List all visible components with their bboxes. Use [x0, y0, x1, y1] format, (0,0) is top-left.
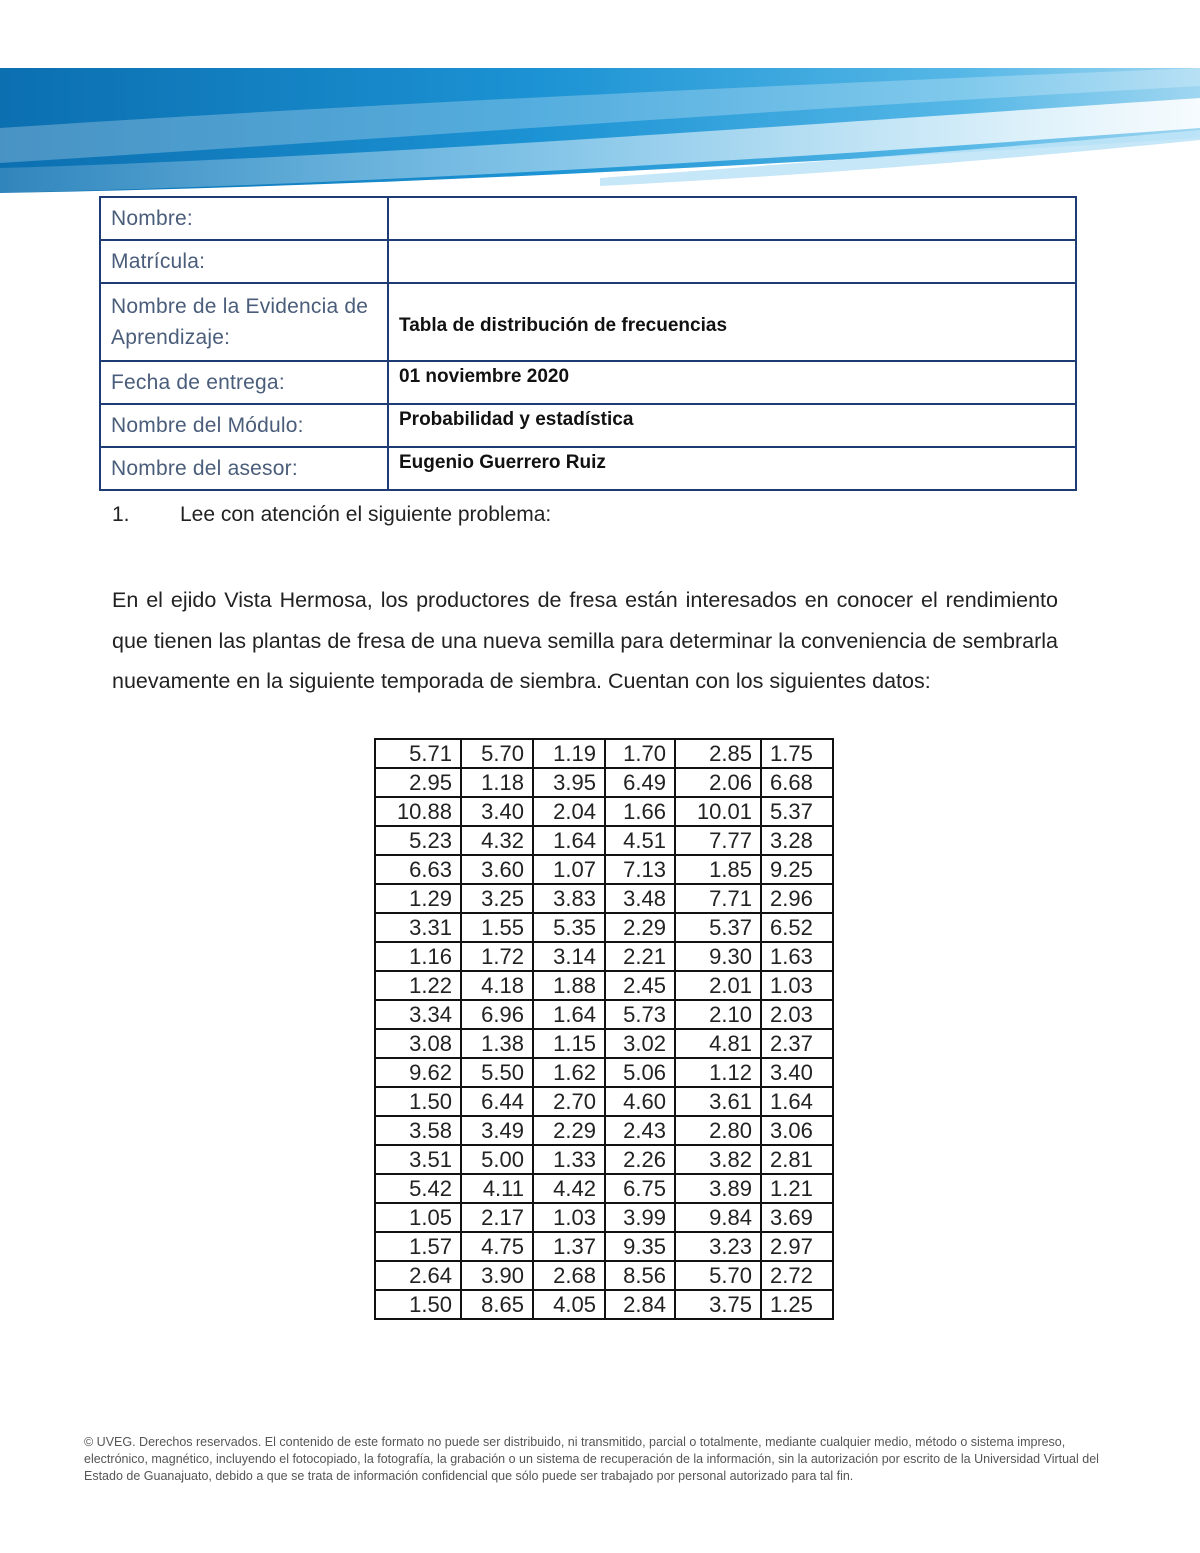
- table-cell: 4.75: [461, 1232, 533, 1261]
- table-cell: 3.90: [461, 1261, 533, 1290]
- table-cell: 1.03: [761, 971, 833, 1000]
- table-cell: 2.84: [605, 1290, 675, 1319]
- table-cell: 1.03: [533, 1203, 605, 1232]
- question-text: Lee con atención el siguiente problema:: [180, 503, 552, 526]
- data-table-body: [375, 739, 833, 1319]
- table-cell: 1.70: [605, 739, 675, 768]
- info-label: Nombre:: [100, 197, 388, 240]
- table-cell: 9.35: [605, 1232, 675, 1261]
- table-cell: 4.05: [533, 1290, 605, 1319]
- info-label: Matrícula:: [100, 240, 388, 283]
- table-cell: 2.45: [605, 971, 675, 1000]
- table-cell: 2.06: [675, 768, 761, 797]
- table-cell: 3.51: [375, 1145, 461, 1174]
- info-value: Probabilidad y estadística: [388, 404, 1076, 447]
- table-cell: 3.89: [675, 1174, 761, 1203]
- table-row: [375, 826, 833, 855]
- table-cell: 5.50: [461, 1058, 533, 1087]
- table-cell: 1.55: [461, 913, 533, 942]
- table-cell: 3.95: [533, 768, 605, 797]
- table-cell: 2.29: [605, 913, 675, 942]
- table-cell: 6.44: [461, 1087, 533, 1116]
- table-cell: 2.81: [761, 1145, 833, 1174]
- table-cell: 1.15: [533, 1029, 605, 1058]
- table-cell: 4.18: [461, 971, 533, 1000]
- table-cell: 1.63: [761, 942, 833, 971]
- table-cell: 1.16: [375, 942, 461, 971]
- table-cell: 6.96: [461, 1000, 533, 1029]
- table-cell: 5.23: [375, 826, 461, 855]
- info-label: Nombre de la Evidencia de Aprendizaje:: [100, 283, 388, 361]
- table-row: [375, 1029, 833, 1058]
- table-row: [375, 1087, 833, 1116]
- info-value: [388, 197, 1076, 240]
- table-row: [375, 942, 833, 971]
- table-cell: 2.85: [675, 739, 761, 768]
- table-cell: 2.64: [375, 1261, 461, 1290]
- table-cell: 3.08: [375, 1029, 461, 1058]
- table-cell: 1.72: [461, 942, 533, 971]
- table-cell: 1.33: [533, 1145, 605, 1174]
- table-cell: 1.19: [533, 739, 605, 768]
- table-row: [375, 1203, 833, 1232]
- student-info-table: [99, 196, 1077, 491]
- table-row: [375, 1261, 833, 1290]
- table-cell: 3.34: [375, 1000, 461, 1029]
- table-cell: 1.38: [461, 1029, 533, 1058]
- table-cell: 6.49: [605, 768, 675, 797]
- info-row-modulo: [100, 404, 1076, 447]
- table-cell: 9.62: [375, 1058, 461, 1087]
- table-cell: 3.83: [533, 884, 605, 913]
- table-cell: 1.12: [675, 1058, 761, 1087]
- table-cell: 2.80: [675, 1116, 761, 1145]
- table-cell: 3.48: [605, 884, 675, 913]
- table-cell: 3.25: [461, 884, 533, 913]
- table-cell: 1.29: [375, 884, 461, 913]
- table-cell: 9.84: [675, 1203, 761, 1232]
- info-row-nombre: [100, 197, 1076, 240]
- table-cell: 2.68: [533, 1261, 605, 1290]
- info-row-evidencia: [100, 283, 1076, 361]
- table-cell: 3.40: [461, 797, 533, 826]
- problem-statement: En el ejido Vista Hermosa, los productores de fresa están interesados en conocer el rendimiento que tienen las plantas de fresa de una nueva semilla para determinar la conveniencia de sembrarla nuevamente en la siguiente temporada de siembra. Cuentan con los siguientes datos:: [112, 588, 1058, 693]
- table-cell: 2.95: [375, 768, 461, 797]
- table-cell: 4.60: [605, 1087, 675, 1116]
- table-row: [375, 1145, 833, 1174]
- table-cell: 6.75: [605, 1174, 675, 1203]
- table-cell: 10.88: [375, 797, 461, 826]
- table-cell: 1.66: [605, 797, 675, 826]
- table-cell: 9.30: [675, 942, 761, 971]
- table-cell: 1.88: [533, 971, 605, 1000]
- table-cell: 3.02: [605, 1029, 675, 1058]
- table-row: [375, 739, 833, 768]
- table-cell: 8.56: [605, 1261, 675, 1290]
- table-cell: 1.85: [675, 855, 761, 884]
- table-cell: 8.65: [461, 1290, 533, 1319]
- table-cell: 3.58: [375, 1116, 461, 1145]
- table-cell: 6.52: [761, 913, 833, 942]
- table-cell: 2.21: [605, 942, 675, 971]
- table-cell: 1.37: [533, 1232, 605, 1261]
- table-cell: 4.81: [675, 1029, 761, 1058]
- table-cell: 3.60: [461, 855, 533, 884]
- table-cell: 3.82: [675, 1145, 761, 1174]
- table-row: [375, 1058, 833, 1087]
- table-cell: 1.22: [375, 971, 461, 1000]
- table-cell: 1.64: [533, 826, 605, 855]
- table-cell: 5.71: [375, 739, 461, 768]
- info-label: Nombre del asesor:: [100, 447, 388, 490]
- table-cell: 3.99: [605, 1203, 675, 1232]
- table-cell: 4.32: [461, 826, 533, 855]
- table-row: [375, 855, 833, 884]
- table-cell: 9.25: [761, 855, 833, 884]
- table-cell: 5.37: [761, 797, 833, 826]
- table-cell: 10.01: [675, 797, 761, 826]
- info-row-asesor: [100, 447, 1076, 490]
- info-row-fecha: [100, 361, 1076, 404]
- copyright-footer: © UVEG. Derechos reservados. El contenido de este formato no puede ser distribuido, ni transmitido, parcial o totalmente, mediante cualquier medio, método o sistema impreso, electrónico, magnético, incluyendo el fotocopiado, la fotografía, la grabación o un sistema de recuperación de la información, sin la autorización por escrito de la Universidad Virtual del Estado de Guanajuato, debido a que se trata de información confidencial que sólo puede ser trabajado por personal autorizado para tal fin.: [84, 1435, 1099, 1483]
- table-cell: 1.50: [375, 1290, 461, 1319]
- table-cell: 1.21: [761, 1174, 833, 1203]
- strawberry-yield-data-table: [374, 738, 834, 1320]
- table-row: [375, 884, 833, 913]
- table-row: [375, 797, 833, 826]
- table-cell: 4.42: [533, 1174, 605, 1203]
- table-cell: 1.05: [375, 1203, 461, 1232]
- table-cell: 5.73: [605, 1000, 675, 1029]
- table-cell: 2.04: [533, 797, 605, 826]
- table-cell: 5.06: [605, 1058, 675, 1087]
- table-cell: 3.69: [761, 1203, 833, 1232]
- table-cell: 3.49: [461, 1116, 533, 1145]
- table-cell: 3.75: [675, 1290, 761, 1319]
- table-cell: 2.26: [605, 1145, 675, 1174]
- table-cell: 2.17: [461, 1203, 533, 1232]
- table-cell: 1.57: [375, 1232, 461, 1261]
- table-cell: 3.61: [675, 1087, 761, 1116]
- table-cell: 1.64: [761, 1087, 833, 1116]
- info-value: 01 noviembre 2020: [388, 361, 1076, 404]
- table-cell: 2.43: [605, 1116, 675, 1145]
- table-row: [375, 1000, 833, 1029]
- info-value: [388, 240, 1076, 283]
- table-cell: 5.37: [675, 913, 761, 942]
- table-cell: 1.07: [533, 855, 605, 884]
- table-row: [375, 768, 833, 797]
- table-cell: 5.42: [375, 1174, 461, 1203]
- table-cell: 7.71: [675, 884, 761, 913]
- table-cell: 7.13: [605, 855, 675, 884]
- table-cell: 4.51: [605, 826, 675, 855]
- table-cell: 2.10: [675, 1000, 761, 1029]
- table-cell: 4.11: [461, 1174, 533, 1203]
- table-cell: 2.72: [761, 1261, 833, 1290]
- info-value: Tabla de distribución de frecuencias: [388, 283, 1076, 361]
- table-cell: 5.70: [461, 739, 533, 768]
- table-cell: 5.00: [461, 1145, 533, 1174]
- table-cell: 1.18: [461, 768, 533, 797]
- table-row: [375, 971, 833, 1000]
- table-row: [375, 1116, 833, 1145]
- table-cell: 6.68: [761, 768, 833, 797]
- table-cell: 1.50: [375, 1087, 461, 1116]
- table-cell: 1.25: [761, 1290, 833, 1319]
- table-cell: 5.70: [675, 1261, 761, 1290]
- table-cell: 2.70: [533, 1087, 605, 1116]
- question-number: 1.: [112, 503, 130, 526]
- table-cell: 3.28: [761, 826, 833, 855]
- table-cell: 1.75: [761, 739, 833, 768]
- table-cell: 2.29: [533, 1116, 605, 1145]
- table-cell: 2.01: [675, 971, 761, 1000]
- table-cell: 6.63: [375, 855, 461, 884]
- table-cell: 3.06: [761, 1116, 833, 1145]
- table-cell: 1.64: [533, 1000, 605, 1029]
- question-1: [112, 503, 551, 527]
- table-row: [375, 1232, 833, 1261]
- table-cell: 3.14: [533, 942, 605, 971]
- info-row-matricula: [100, 240, 1076, 283]
- table-cell: 2.37: [761, 1029, 833, 1058]
- table-row: [375, 913, 833, 942]
- table-cell: 2.96: [761, 884, 833, 913]
- table-row: [375, 1290, 833, 1319]
- info-label: Fecha de entrega:: [100, 361, 388, 404]
- table-cell: 2.03: [761, 1000, 833, 1029]
- table-cell: 2.97: [761, 1232, 833, 1261]
- info-label: Nombre del Módulo:: [100, 404, 388, 447]
- table-cell: 3.31: [375, 913, 461, 942]
- table-cell: 3.40: [761, 1058, 833, 1087]
- info-value: Eugenio Guerrero Ruiz: [388, 447, 1076, 490]
- table-row: [375, 1174, 833, 1203]
- table-cell: 3.23: [675, 1232, 761, 1261]
- table-cell: 5.35: [533, 913, 605, 942]
- table-cell: 1.62: [533, 1058, 605, 1087]
- table-cell: 7.77: [675, 826, 761, 855]
